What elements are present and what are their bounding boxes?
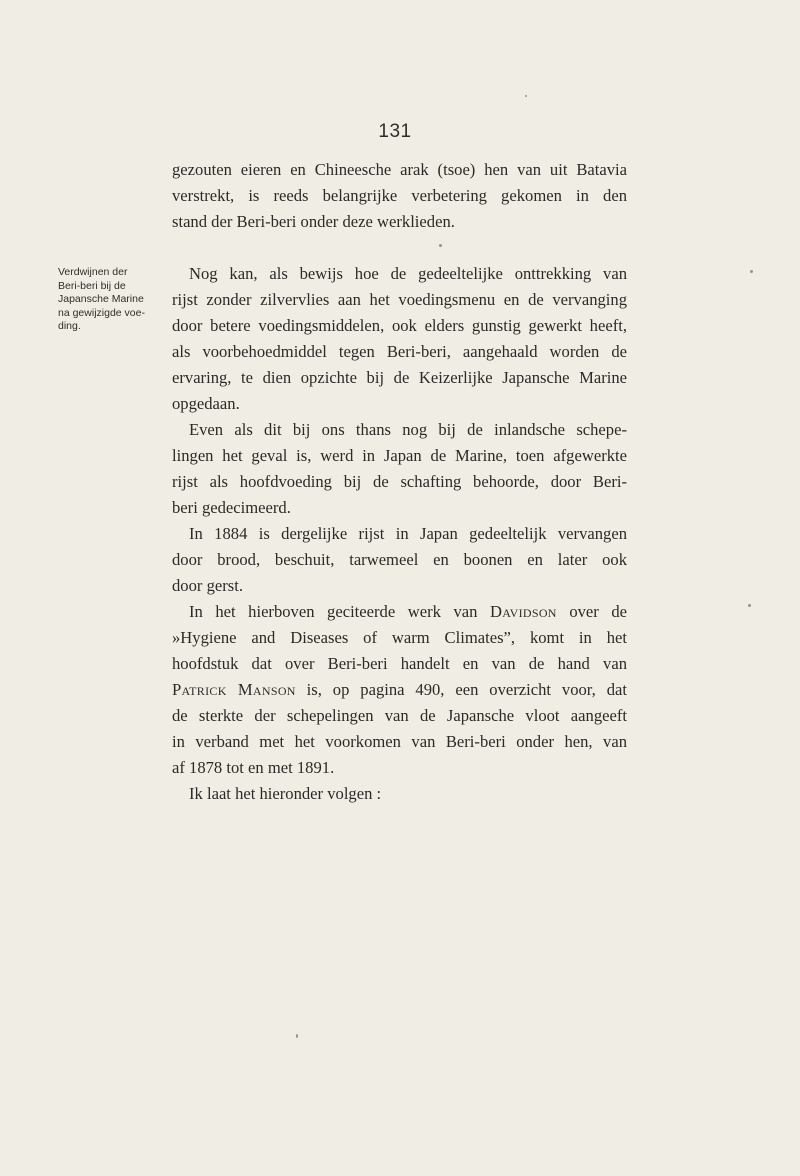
margin-note-line: Beri-beri bij de	[58, 279, 126, 292]
text-line: door brood, beschuit, tarwemeel en boonen en later ook	[172, 550, 627, 569]
text-fragment: is, op pagina 490, een overzicht voor, dat	[295, 680, 627, 699]
text-line: als voorbehoedmiddel tegen Beri-beri, aangehaald worden de	[172, 342, 627, 361]
margin-note	[58, 266, 170, 334]
author-name-davidson: Davidson	[489, 602, 557, 621]
margin-note-line: Japansche Marine	[58, 293, 144, 305]
text-line: »Hygiene and Diseases of warm Climates”, komt in het	[172, 628, 627, 647]
text-line: Even als dit bij ons thans nog bij de inlandsche schepe-	[189, 420, 627, 439]
text-line: ervaring, te dien opzichte bij de Keizerlijke Japansche Marine	[172, 368, 627, 387]
margin-note-line: ding.	[58, 320, 81, 332]
text-line: opgedaan.	[172, 394, 240, 413]
text-line: hoofdstuk dat over Beri-beri handelt en van de hand van	[172, 654, 627, 673]
text-line: verstrekt, is reeds belangrijke verbetering gekomen in den	[172, 186, 627, 205]
main-text	[172, 261, 627, 807]
text-line: in verband met het voorkomen van Beri-beri onder hen, van	[172, 732, 627, 751]
page-number: 131	[378, 121, 412, 142]
text-line: door gerst.	[172, 576, 243, 595]
text-fragment: over de	[556, 602, 627, 621]
paper-speck	[296, 1034, 298, 1038]
text-line: In 1884 is dergelijke rijst in Japan gedeeltelijk vervangen	[189, 524, 627, 543]
text-fragment: In het hierboven geciteerde werk van	[189, 602, 490, 621]
margin-note-line: na gewijzigde voe-	[58, 306, 145, 319]
text-line: stand der Beri-beri onder deze werklieden.	[172, 212, 455, 231]
paper-speck	[748, 604, 751, 607]
text-line	[172, 599, 627, 625]
text-line: Nog kan, als bewijs hoe de gedeeltelijke onttrekking van	[189, 264, 627, 283]
text-line	[172, 677, 627, 703]
text-line: de sterkte der schepelingen van de Japansche vloot aangeeft	[172, 706, 627, 725]
paper-speck	[439, 244, 442, 247]
continued-paragraph	[172, 157, 627, 235]
margin-note-line: Verdwijnen der	[58, 266, 128, 278]
text-line: door betere voedingsmiddelen, ook elders gunstig gewerkt heeft,	[172, 316, 627, 335]
paper-speck	[750, 270, 753, 273]
text-line: gezouten eieren en Chineesche arak (tsoe) hen van uit Batavia	[172, 160, 627, 179]
text-line: Ik laat het hieronder volgen :	[189, 784, 382, 803]
author-name-manson: Patrick Manson	[172, 680, 296, 699]
text-line: rijst als hoofdvoeding bij de schafting behoorde, door Beri-	[172, 472, 627, 491]
text-line: rijst zonder zilvervlies aan het voedingsmenu en de vervanging	[172, 290, 627, 309]
text-line: af 1878 tot en met 1891.	[172, 758, 335, 777]
paper-speck	[525, 95, 527, 97]
text-line: lingen het geval is, werd in Japan de Marine, toen afgewerkte	[172, 446, 627, 465]
text-line: beri gedecimeerd.	[172, 498, 291, 517]
